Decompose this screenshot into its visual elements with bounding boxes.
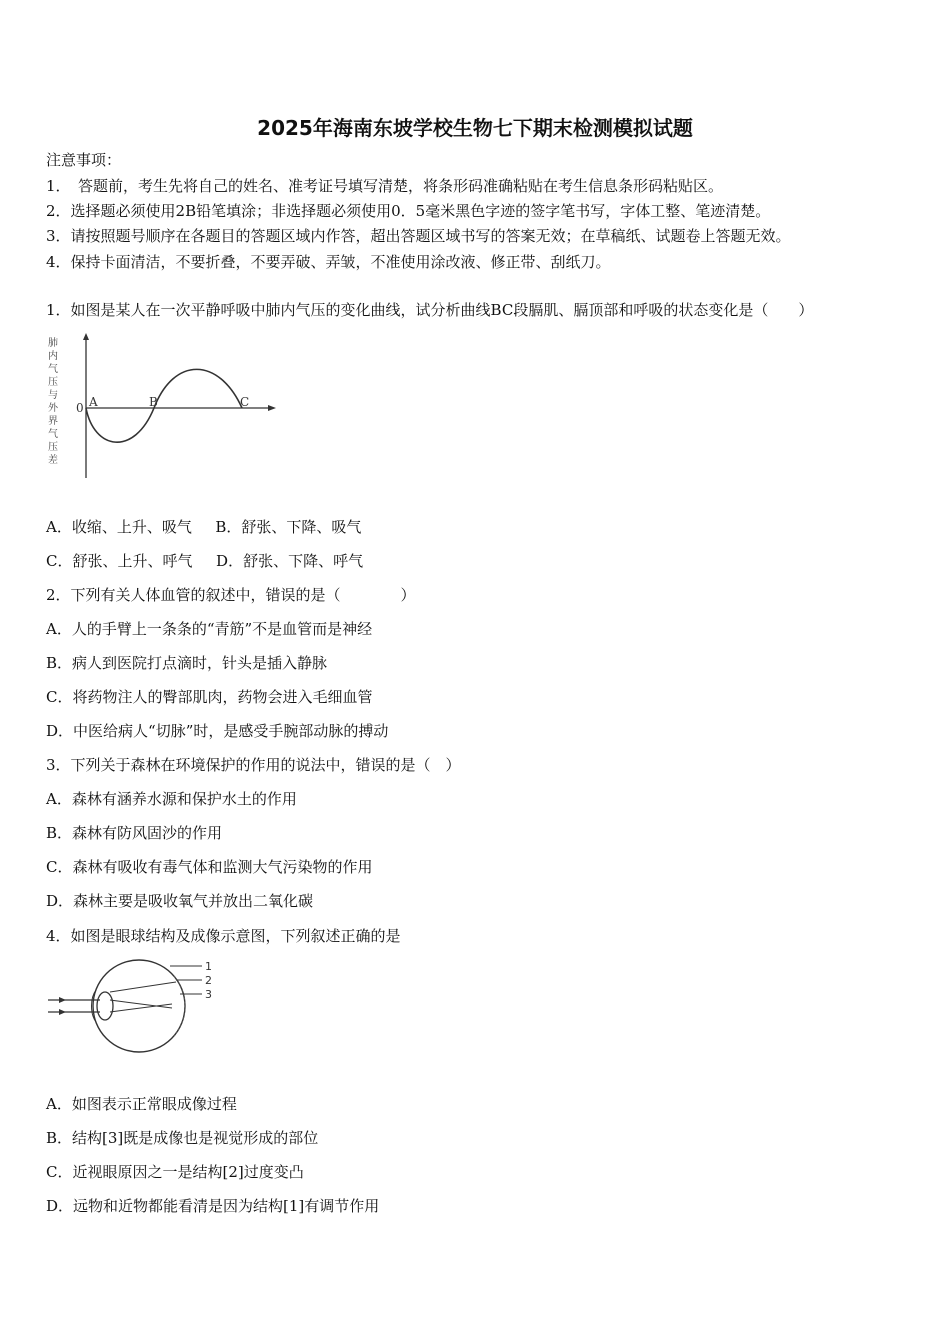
question-2-stem: 2．下列有关人体血管的叙述中，错误的是（ ） bbox=[46, 586, 416, 604]
point-b-label: B bbox=[149, 395, 158, 409]
notice-item: 4．保持卡面清洁，不要折叠，不要弄破、弄皱，不准使用涂改液、修正带、刮纸刀。 bbox=[46, 253, 611, 271]
y-axis-label-char: 压 bbox=[48, 377, 58, 388]
notice-heading: 注意事项： bbox=[46, 151, 122, 169]
point-a-label: A bbox=[89, 395, 98, 409]
ray-arrow bbox=[59, 997, 66, 1003]
ciliary-line bbox=[110, 982, 176, 992]
question-2-option-d: D．中医给病人“切脉”时，是感受手腕部动脉的搏动 bbox=[46, 722, 389, 740]
refracted-ray-lower bbox=[110, 1004, 172, 1012]
lens bbox=[97, 992, 113, 1020]
y-axis-label-char: 界 bbox=[48, 416, 58, 427]
y-axis-label-char: 内 bbox=[48, 351, 58, 362]
question-4-option-a: A．如图表示正常眼成像过程 bbox=[46, 1095, 237, 1113]
question-2-option-b: B．病人到医院打点滴时，针头是插入静脉 bbox=[46, 654, 328, 672]
eyeball-diagram-figure bbox=[44, 956, 224, 1062]
y-axis-label-char: 与 bbox=[48, 390, 58, 401]
x-axis-arrow bbox=[268, 405, 276, 411]
question-3-option-d: D．森林主要是吸收氧气并放出二氧化碳 bbox=[46, 892, 314, 910]
question-2-option-a: A．人的手臂上一条条的“青筋”不是血管而是神经 bbox=[46, 620, 373, 638]
page-title: 2025年海南东坡学校生物七下期末检测模拟试题 bbox=[257, 116, 693, 140]
ray-arrow bbox=[59, 1009, 66, 1015]
point-c-label: C bbox=[240, 395, 250, 409]
question-3-option-b: B．森林有防风固沙的作用 bbox=[46, 824, 223, 842]
notice-item: 2．选择题必须使用2B铅笔填涂；非选择题必须使用0．5毫米黑色字迹的签字笔书写，字体工整、笔迹清楚。 bbox=[46, 202, 771, 220]
y-axis-arrow bbox=[83, 333, 89, 340]
question-4-stem: 4．如图是眼球结构及成像示意图，下列叙述正确的是 bbox=[46, 927, 401, 945]
question-4-option-b: B．结构[3]既是成像也是视觉形成的部位 bbox=[46, 1129, 319, 1147]
y-axis-label-char: 差 bbox=[48, 455, 58, 466]
question-4-option-d: D．远物和近物都能看清是因为结构[1]有调节作用 bbox=[46, 1197, 380, 1215]
question-1-option-c: C．舒张、上升、呼气 bbox=[46, 552, 193, 570]
structure-label-3: 3 bbox=[205, 988, 212, 1001]
y-axis-label-char: 气 bbox=[48, 364, 58, 375]
y-axis-label-char: 肺 bbox=[48, 338, 58, 349]
question-1-stem: 1．如图是某人在一次平静呼吸中肺内气压的变化曲线，试分析曲线BC段膈肌、膈顶部和呼吸的状态变化是（ ） bbox=[46, 301, 814, 319]
question-4-option-c: C．近视眼原因之一是结构[2]过度变凸 bbox=[46, 1163, 304, 1181]
pressure-curve bbox=[86, 369, 242, 442]
structure-label-1: 1 bbox=[205, 960, 212, 973]
y-axis-label-char: 压 bbox=[48, 442, 58, 453]
question-2-option-c: C．将药物注人的臀部肌肉，药物会进入毛细血管 bbox=[46, 688, 373, 706]
cornea bbox=[92, 990, 97, 1022]
question-3-option-a: A．森林有涵养水源和保护水土的作用 bbox=[46, 790, 297, 808]
question-1-option-a: A．收缩、上升、吸气 bbox=[46, 518, 192, 536]
y-axis-label-char: 外 bbox=[48, 403, 58, 414]
origin-label: 0 bbox=[76, 401, 84, 415]
notice-item: 1． 答题前，考生先将自己的姓名、准考证号填写清楚，将条形码准确粘贴在考生信息条形码粘贴区。 bbox=[46, 177, 724, 195]
pressure-curve-figure bbox=[44, 332, 284, 482]
refracted-ray-upper bbox=[110, 1000, 172, 1008]
question-1-options-row bbox=[46, 517, 361, 537]
y-axis-label-char: 气 bbox=[48, 429, 58, 440]
question-1-option-b: B．舒张、下降、吸气 bbox=[215, 518, 362, 536]
structure-label-2: 2 bbox=[205, 974, 212, 987]
question-3-stem: 3．下列关于森林在环境保护的作用的说法中，错误的是（ ） bbox=[46, 756, 461, 774]
question-3-option-c: C．森林有吸收有毒气体和监测大气污染物的作用 bbox=[46, 858, 373, 876]
question-1-options-row bbox=[46, 551, 363, 571]
question-1-option-d: D．舒张、下降、呼气 bbox=[216, 552, 364, 570]
notice-item: 3．请按照题号顺序在各题目的答题区域内作答，超出答题区域书写的答案无效；在草稿纸、试题卷上答题无效。 bbox=[46, 227, 791, 245]
